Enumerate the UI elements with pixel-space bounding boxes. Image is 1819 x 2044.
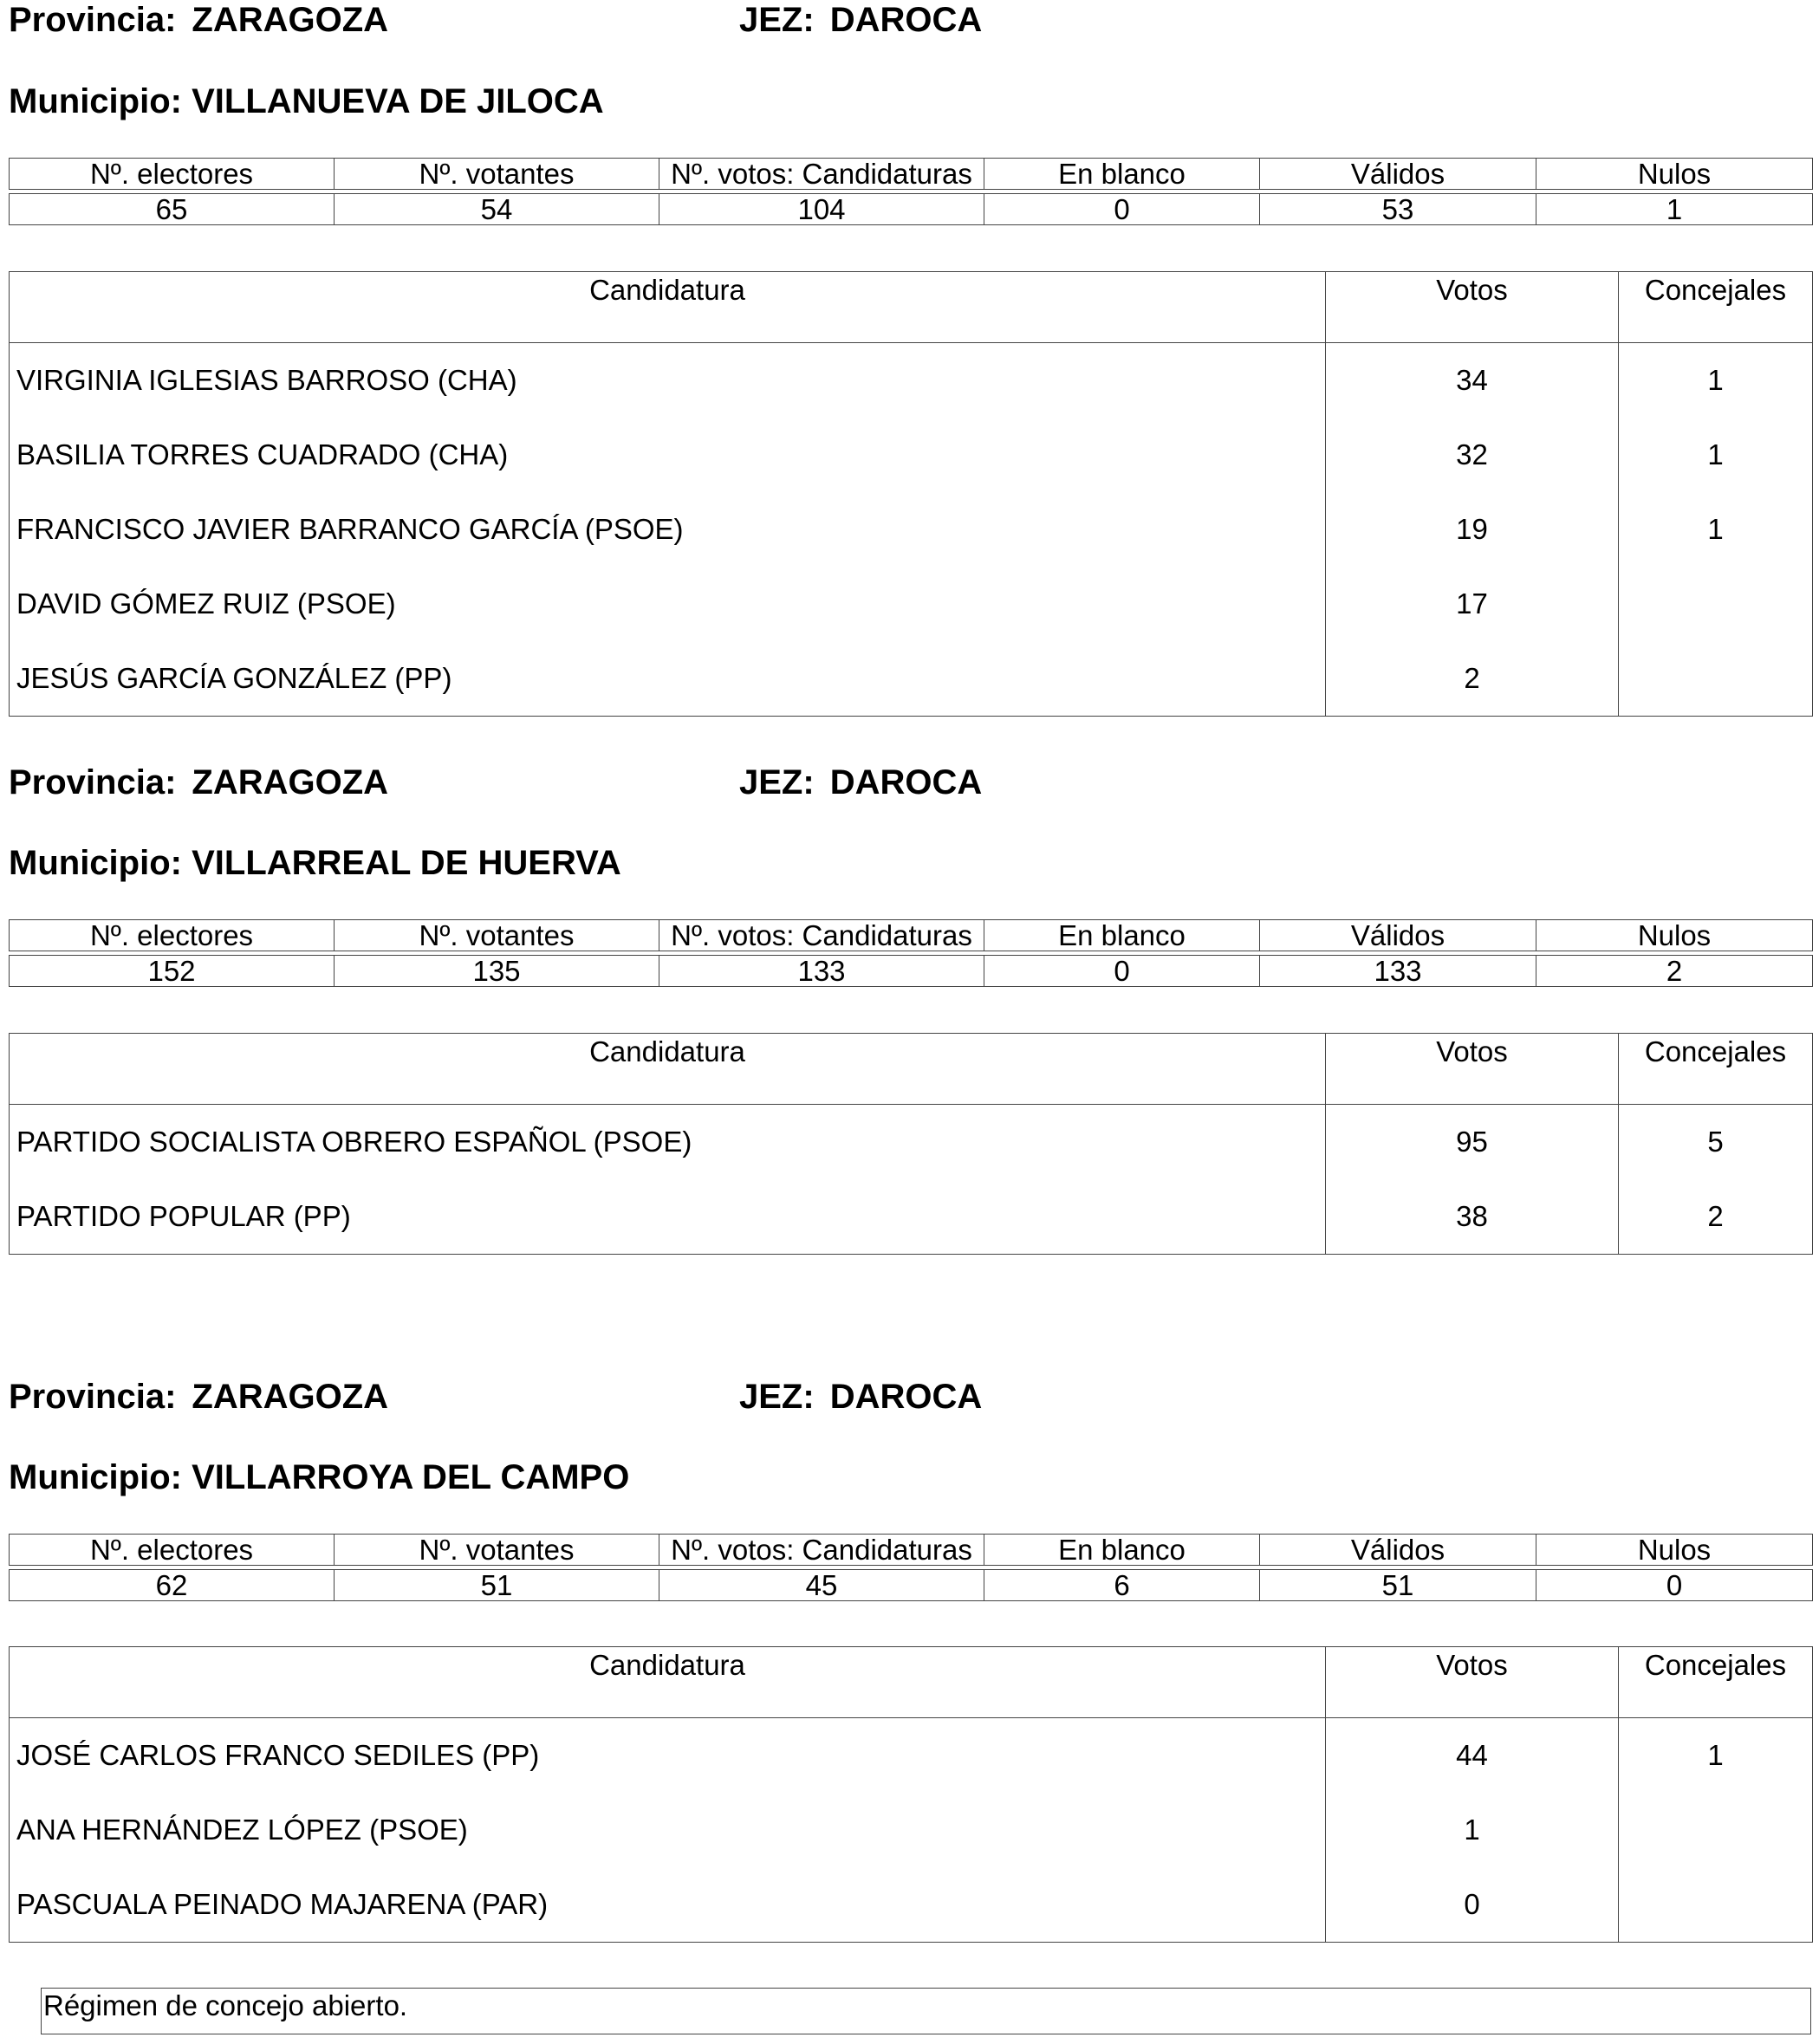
candidate-concejales: 5 — [1619, 1105, 1813, 1180]
municipio-label: Municipio: — [9, 82, 182, 120]
candidate-votos: 1 — [1326, 1793, 1619, 1867]
municipio-label: Municipio: — [9, 844, 182, 882]
stats-header-blanco: En blanco — [984, 159, 1260, 190]
candidate-votos: 34 — [1326, 343, 1619, 419]
candidate-votos: 38 — [1326, 1179, 1619, 1255]
candidate-votos: 2 — [1326, 641, 1619, 717]
municipio-value: VILLARREAL DE HUERVA — [192, 844, 621, 882]
table-row — [10, 641, 1813, 717]
candidates-table — [9, 271, 1813, 717]
table-row — [10, 1793, 1813, 1867]
table-row — [10, 1867, 1813, 1943]
cand-header-votos: Votos — [1326, 1034, 1619, 1105]
stats-header-votantes: Nº. votantes — [335, 920, 659, 951]
provincia-label: Provincia: — [9, 1378, 177, 1416]
candidate-concejales: 1 — [1619, 418, 1813, 492]
cand-header-candidatura: Candidatura — [10, 1647, 1326, 1718]
candidate-name: JESÚS GARCÍA GONZÁLEZ (PP) — [10, 641, 1326, 717]
stats-table — [9, 1534, 1813, 1601]
municipio-header — [9, 1457, 629, 1497]
stats-electores: 62 — [10, 1570, 335, 1601]
jez-label: JEZ: — [739, 763, 815, 801]
candidate-name: PARTIDO SOCIALISTA OBRERO ESPAÑOL (PSOE) — [10, 1105, 1326, 1180]
stats-candidaturas: 133 — [659, 956, 984, 987]
candidate-concejales: 1 — [1619, 1718, 1813, 1794]
candidate-name: DAVID GÓMEZ RUIZ (PSOE) — [10, 567, 1326, 641]
stats-table — [9, 158, 1813, 225]
candidate-concejales: 1 — [1619, 343, 1813, 419]
table-row — [10, 1718, 1813, 1794]
stats-validos: 53 — [1260, 194, 1536, 225]
candidate-concejales — [1619, 1793, 1813, 1867]
candidate-votos: 17 — [1326, 567, 1619, 641]
stats-header-blanco: En blanco — [984, 920, 1260, 951]
candidate-name: BASILIA TORRES CUADRADO (CHA) — [10, 418, 1326, 492]
candidate-votos: 44 — [1326, 1718, 1619, 1794]
stats-validos: 133 — [1260, 956, 1536, 987]
stats-header-nulos: Nulos — [1536, 159, 1813, 190]
stats-votantes: 54 — [335, 194, 659, 225]
table-row — [10, 418, 1813, 492]
table-row — [10, 1179, 1813, 1255]
stats-header-votantes: Nº. votantes — [335, 1535, 659, 1566]
municipio-header — [9, 81, 604, 121]
table-row — [10, 567, 1813, 641]
stats-electores: 65 — [10, 194, 335, 225]
municipio-label: Municipio: — [9, 1458, 182, 1496]
provincia-label: Provincia: — [9, 1, 177, 39]
cand-header-candidatura: Candidatura — [10, 272, 1326, 343]
candidates-table — [9, 1646, 1813, 1943]
candidate-concejales — [1619, 567, 1813, 641]
candidate-concejales: 1 — [1619, 492, 1813, 567]
jez-value: DAROCA — [829, 1378, 983, 1416]
table-row — [10, 492, 1813, 567]
stats-electores: 152 — [10, 956, 335, 987]
provincia-value: ZARAGOZA — [192, 1378, 389, 1416]
candidate-concejales: 2 — [1619, 1179, 1813, 1255]
candidate-name: PASCUALA PEINADO MAJARENA (PAR) — [10, 1867, 1326, 1943]
stats-header-electores: Nº. electores — [10, 1535, 335, 1566]
stats-header-votantes: Nº. votantes — [335, 159, 659, 190]
stats-nulos: 2 — [1536, 956, 1813, 987]
stats-table — [9, 919, 1813, 987]
jez-value: DAROCA — [829, 763, 983, 801]
table-row — [10, 1105, 1813, 1180]
jez-header — [739, 762, 982, 802]
stats-nulos: 1 — [1536, 194, 1813, 225]
stats-candidaturas: 104 — [659, 194, 984, 225]
stats-blanco: 6 — [984, 1570, 1260, 1601]
cand-header-votos: Votos — [1326, 1647, 1619, 1718]
provincia-value: ZARAGOZA — [192, 1, 389, 39]
candidate-name: VIRGINIA IGLESIAS BARROSO (CHA) — [10, 343, 1326, 419]
stats-validos: 51 — [1260, 1570, 1536, 1601]
stats-header-validos: Válidos — [1260, 159, 1536, 190]
provincia-header — [9, 1377, 388, 1417]
stats-nulos: 0 — [1536, 1570, 1813, 1601]
stats-header-nulos: Nulos — [1536, 920, 1813, 951]
stats-header-candidaturas: Nº. votos: Candidaturas — [659, 159, 984, 190]
candidate-name: PARTIDO POPULAR (PP) — [10, 1179, 1326, 1255]
jez-header — [739, 0, 982, 40]
provincia-label: Provincia: — [9, 763, 177, 801]
stats-votantes: 51 — [335, 1570, 659, 1601]
stats-header-validos: Válidos — [1260, 920, 1536, 951]
candidate-votos: 19 — [1326, 492, 1619, 567]
municipio-value: VILLANUEVA DE JILOCA — [192, 82, 604, 120]
stats-blanco: 0 — [984, 194, 1260, 225]
jez-label: JEZ: — [739, 1, 815, 39]
candidate-votos: 95 — [1326, 1105, 1619, 1180]
candidate-name: JOSÉ CARLOS FRANCO SEDILES (PP) — [10, 1718, 1326, 1794]
candidate-votos: 0 — [1326, 1867, 1619, 1943]
cand-header-concejales: Concejales — [1619, 1647, 1813, 1718]
candidate-name: ANA HERNÁNDEZ LÓPEZ (PSOE) — [10, 1793, 1326, 1867]
stats-candidaturas: 45 — [659, 1570, 984, 1601]
provincia-header — [9, 0, 388, 40]
stats-votantes: 135 — [335, 956, 659, 987]
municipio-header — [9, 843, 621, 883]
stats-header-candidaturas: Nº. votos: Candidaturas — [659, 920, 984, 951]
candidates-table — [9, 1033, 1813, 1255]
stats-header-blanco: En blanco — [984, 1535, 1260, 1566]
candidate-concejales — [1619, 1867, 1813, 1943]
municipio-value: VILLARROYA DEL CAMPO — [192, 1458, 630, 1496]
cand-header-concejales: Concejales — [1619, 1034, 1813, 1105]
concejo-abierto-note: Régimen de concejo abierto. — [41, 1988, 1811, 2034]
cand-header-candidatura: Candidatura — [10, 1034, 1326, 1105]
provincia-value: ZARAGOZA — [192, 763, 389, 801]
stats-header-validos: Válidos — [1260, 1535, 1536, 1566]
jez-header — [739, 1377, 982, 1417]
stats-header-candidaturas: Nº. votos: Candidaturas — [659, 1535, 984, 1566]
stats-blanco: 0 — [984, 956, 1260, 987]
stats-header-electores: Nº. electores — [10, 159, 335, 190]
cand-header-concejales: Concejales — [1619, 272, 1813, 343]
stats-header-electores: Nº. electores — [10, 920, 335, 951]
candidate-concejales — [1619, 641, 1813, 717]
candidate-votos: 32 — [1326, 418, 1619, 492]
jez-label: JEZ: — [739, 1378, 815, 1416]
cand-header-votos: Votos — [1326, 272, 1619, 343]
jez-value: DAROCA — [829, 1, 983, 39]
stats-header-nulos: Nulos — [1536, 1535, 1813, 1566]
candidate-name: FRANCISCO JAVIER BARRANCO GARCÍA (PSOE) — [10, 492, 1326, 567]
provincia-header — [9, 762, 388, 802]
table-row — [10, 343, 1813, 419]
